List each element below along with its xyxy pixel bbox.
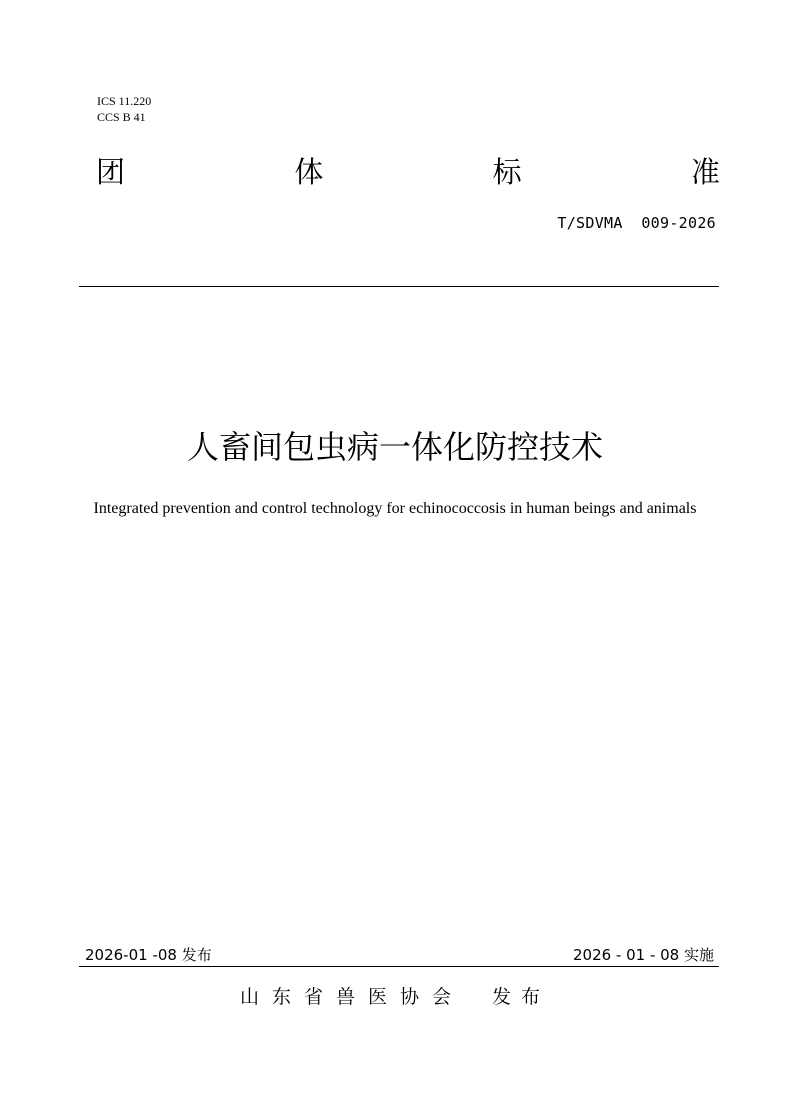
document-title-english: Integrated prevention and control technology for echinococcosis in human beings and animals <box>93 500 697 517</box>
issue-label: 发布 <box>492 986 551 1008</box>
implementation-date: 2026 - 01 - 08 实施 <box>572 946 714 964</box>
issuer-line <box>0 982 790 1009</box>
heading-char-1: 团 <box>96 155 126 189</box>
bottom-divider <box>79 966 719 967</box>
ccs-code: CCS B 41 <box>97 110 146 124</box>
document-title-chinese: 人畜间包虫病一体化防控技术 <box>186 428 603 466</box>
issuing-organization: 山东省兽医协会 <box>239 986 464 1008</box>
heading-char-2: 体 <box>294 155 324 189</box>
publish-date: 2026-01 -08 发布 <box>85 946 212 964</box>
standard-number: T/SDVMA 009-2026 <box>557 214 716 232</box>
ics-code: ICS 11.220 <box>97 94 152 108</box>
heading-char-3: 标 <box>492 155 522 189</box>
classification-codes <box>97 93 151 125</box>
top-divider <box>79 286 719 287</box>
heading-char-4: 准 <box>690 155 720 189</box>
standard-type-heading <box>96 152 720 192</box>
